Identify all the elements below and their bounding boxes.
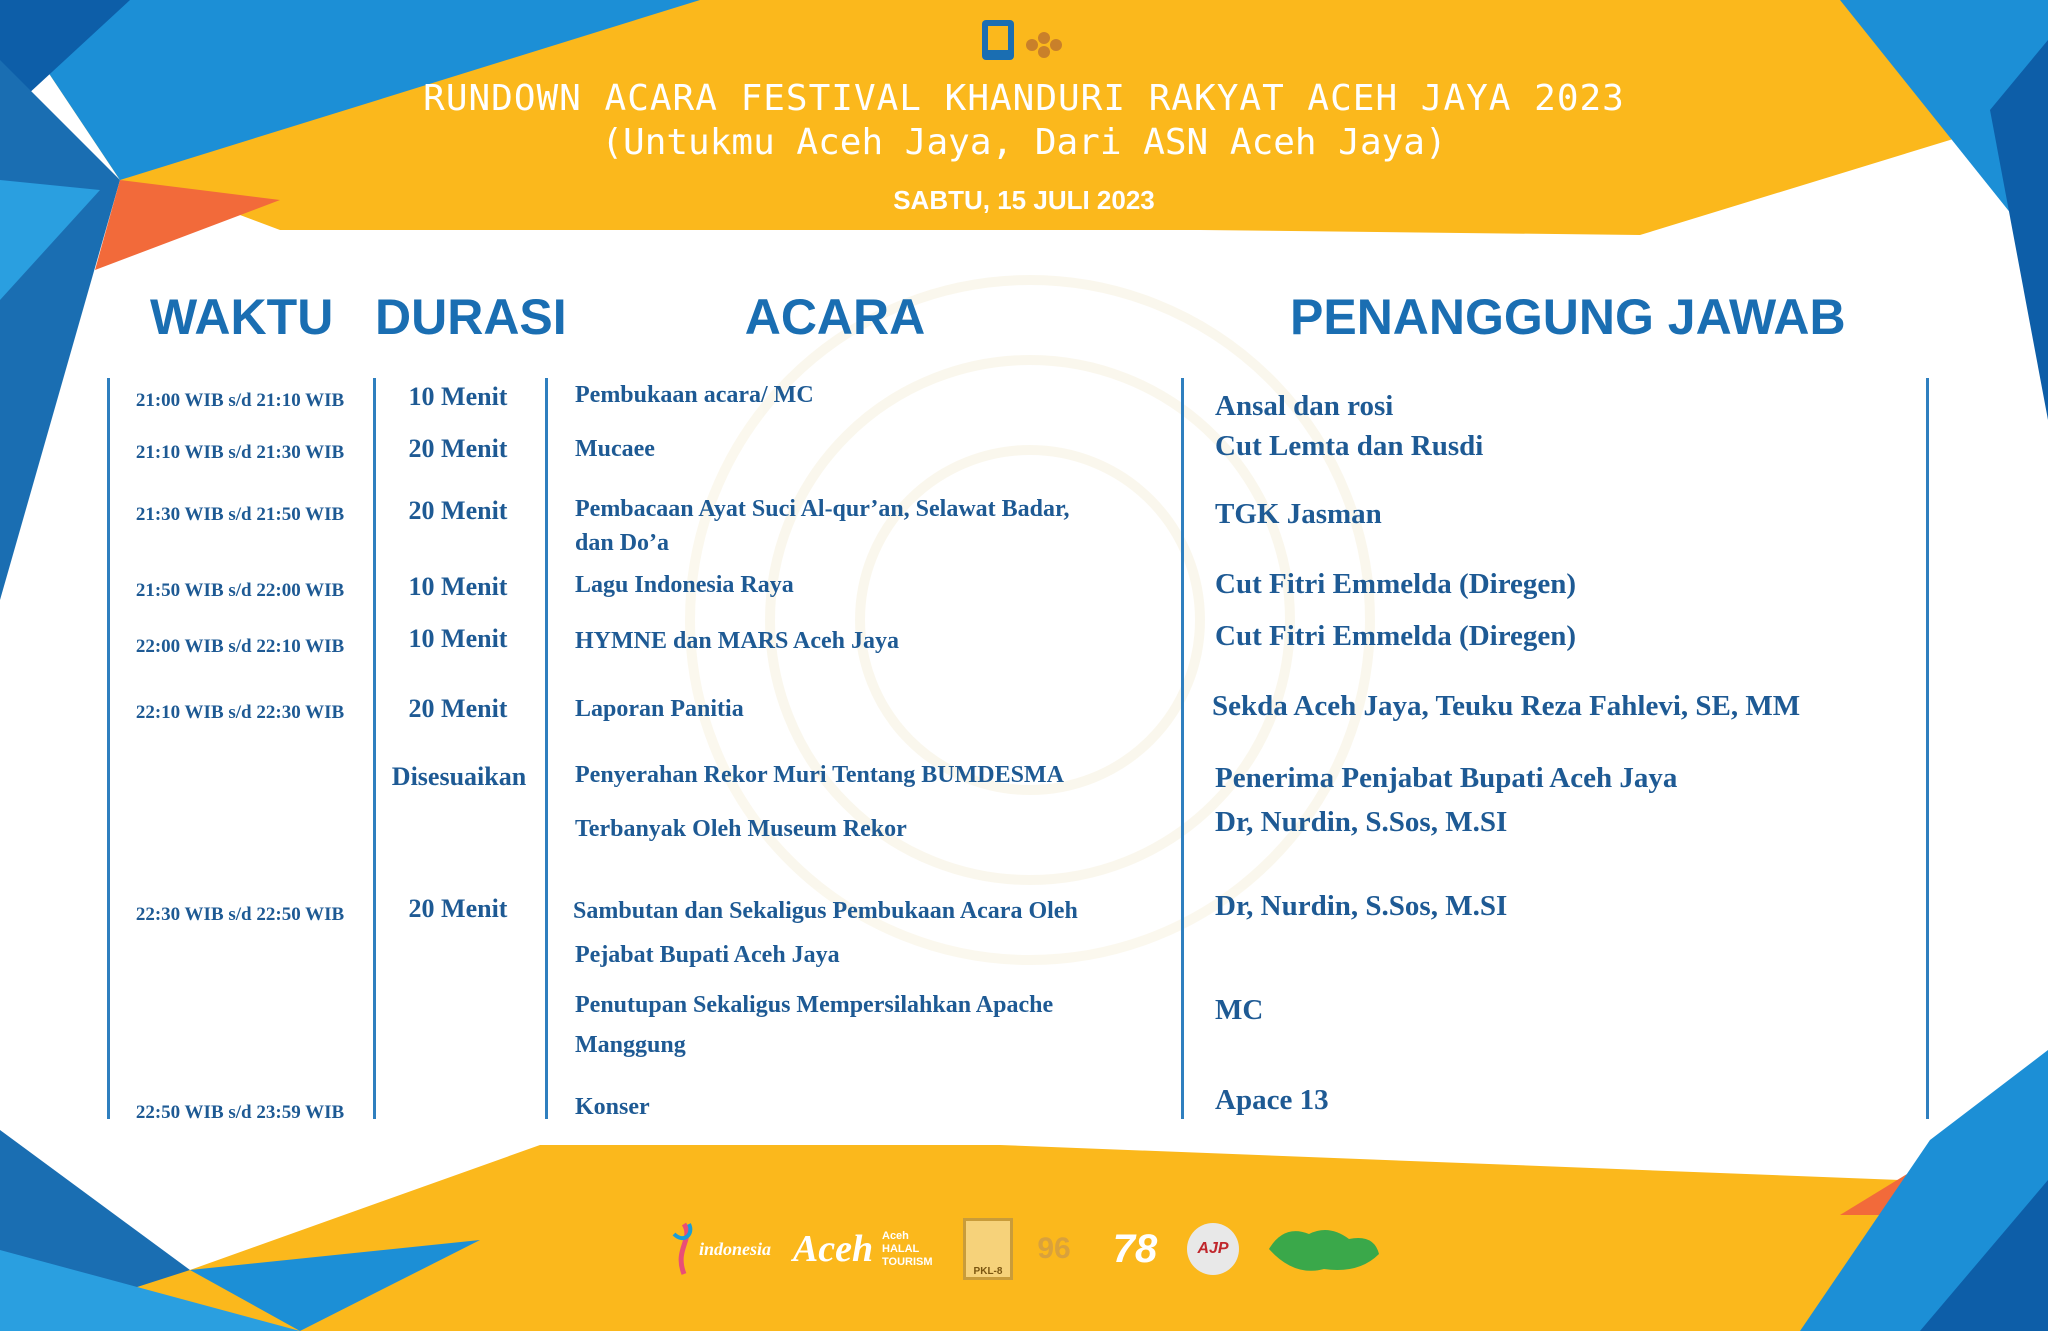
aceh-logo: Aceh (792, 1228, 874, 1270)
green-map-icon (1264, 1219, 1384, 1279)
row-time: 21:00 WIB s/d 21:10 WIB (135, 390, 345, 411)
row-person-in-charge: Apace 13 (1215, 1084, 1329, 1116)
column-header-acara: ACARA (744, 289, 926, 345)
row-event: HYMNE dan MARS Aceh Jaya (575, 628, 900, 654)
row-duration: 10 Menit (408, 624, 508, 653)
row-person-in-charge: Sekda Aceh Jaya, Teuku Reza Fahlevi, SE, MM (1212, 690, 1801, 722)
hut-96-logo: 96 (1037, 1232, 1071, 1265)
row-person-in-charge: Cut Fitri Emmelda (Diregen) (1215, 568, 1577, 600)
row-event: Laporan Panitia (575, 696, 744, 722)
row-time: 22:30 WIB s/d 22:50 WIB (135, 904, 345, 925)
row-event: Lagu Indonesia Raya (575, 572, 794, 598)
row-duration: 20 Menit (408, 496, 508, 525)
row-duration: Disesuaikan (391, 762, 527, 791)
column-header-waktu: WAKTU (150, 289, 334, 345)
row-time: 21:30 WIB s/d 21:50 WIB (135, 504, 345, 525)
column-header-penanggung-jawab: PENANGGUNG JAWAB (1290, 289, 1846, 345)
row-person-in-charge-line2: Dr, Nurdin, S.Sos, M.SI (1215, 806, 1508, 838)
row-event: Penyerahan Rekor Muri Tentang BUMDESMA (575, 762, 1064, 788)
row-time: 21:50 WIB s/d 22:00 WIB (135, 580, 345, 601)
seventy-eight-logo: 78 (1112, 1226, 1158, 1271)
aceh-halal-tourism-logo: Aceh HALAL TOURISM (882, 1229, 933, 1268)
row-person-in-charge: TGK Jasman (1215, 498, 1382, 530)
row-time: 22:50 WIB s/d 23:59 WIB (135, 1102, 345, 1123)
page-subtitle: (Untukmu Aceh Jaya, Dari ASN Aceh Jaya) (601, 122, 1447, 163)
column-divider (1181, 378, 1184, 1119)
row-person-in-charge: Cut Fitri Emmelda (Diregen) (1215, 620, 1577, 652)
row-event-line2: Pejabat Bupati Aceh Jaya (575, 942, 840, 968)
wonderful-indonesia-logo: indonesia (660, 1208, 780, 1290)
row-person-in-charge: Ansal dan rosi (1215, 390, 1394, 422)
row-person-in-charge: Cut Lemta dan Rusdi (1215, 430, 1484, 462)
row-person-in-charge: Penerima Penjabat Bupati Aceh Jaya (1215, 762, 1678, 794)
row-event-line2: Manggung (575, 1032, 686, 1058)
row-event: Mucaee (575, 436, 655, 462)
aceh-jaya-logo (1178, 1208, 1248, 1290)
column-divider (107, 378, 110, 1119)
row-duration: 10 Menit (408, 572, 508, 601)
row-event: Sambutan dan Sekaligus Pembukaan Acara Oleh (573, 898, 1078, 924)
green-map-logo (1258, 1208, 1390, 1290)
column-divider (1926, 378, 1929, 1119)
row-duration: 20 Menit (408, 894, 508, 923)
row-event: Pembacaan Ayat Suci Al-qur’an, Selawat Badar, (575, 496, 1070, 522)
row-event-line2: dan Do’a (575, 530, 670, 556)
row-time: 22:10 WIB s/d 22:30 WIB (135, 702, 345, 723)
row-person-in-charge: Dr, Nurdin, S.Sos, M.SI (1215, 890, 1508, 922)
pkl-8-logo (960, 1208, 1016, 1290)
row-event: Konser (575, 1094, 650, 1120)
ajp-icon: AJP (1187, 1223, 1239, 1275)
page-title: RUNDOWN ACARA FESTIVAL KHANDURI RAKYAT ACEH JAYA 2023 (423, 78, 1625, 119)
row-time: 22:00 WIB s/d 22:10 WIB (135, 636, 345, 657)
row-event: Penutupan Sekaligus Mempersilahkan Apache (575, 992, 1054, 1018)
footer-logos (660, 1208, 1390, 1290)
column-divider (545, 378, 548, 1119)
row-event-line2: Terbanyak Oleh Museum Rekor (575, 816, 907, 842)
row-time: 21:10 WIB s/d 21:30 WIB (135, 442, 345, 463)
row-duration: 20 Menit (408, 434, 508, 463)
pkl-8-icon: PKL-8 (963, 1218, 1013, 1280)
row-duration: 20 Menit (408, 694, 508, 723)
column-divider (373, 378, 376, 1119)
row-duration: 10 Menit (408, 382, 508, 411)
row-person-in-charge: MC (1215, 994, 1264, 1026)
wonderful-indonesia-icon (669, 1219, 699, 1279)
column-header-durasi: DURASI (375, 289, 567, 345)
event-date: SABTU, 15 JULI 2023 (893, 185, 1155, 215)
row-event: Pembukaan acara/ MC (575, 382, 814, 408)
